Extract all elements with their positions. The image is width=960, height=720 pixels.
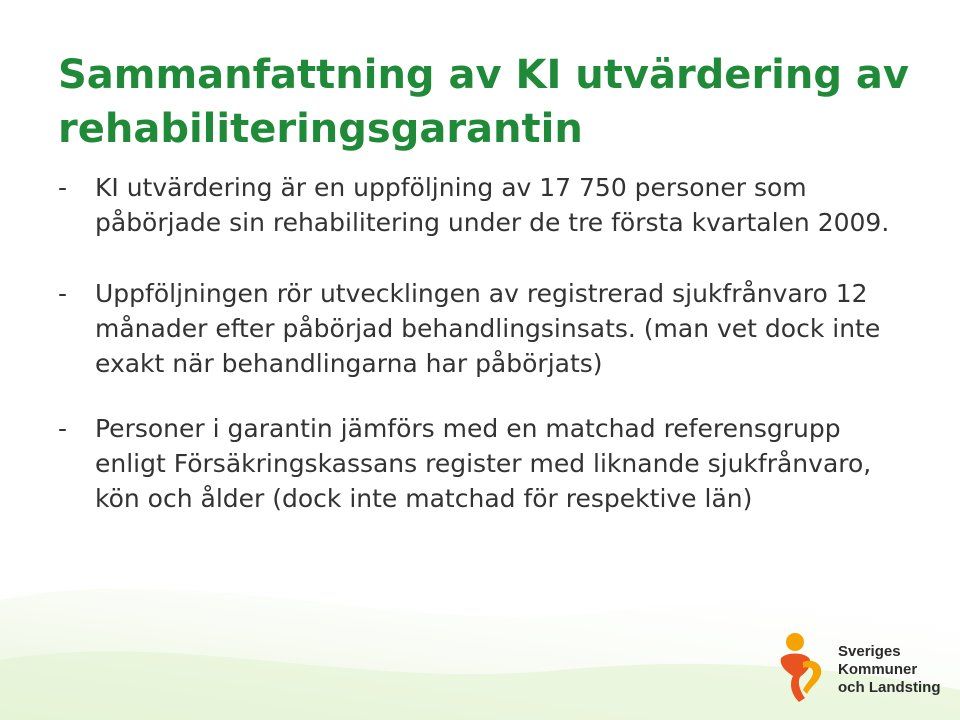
- bullet-marker: -: [58, 173, 68, 202]
- bullet-marker: -: [58, 414, 68, 443]
- bullet-item: [58, 170, 908, 240]
- bullet-text: Personer i garantin jämförs med en matchad referensgrupp enligt Försäkringskassans register med liknande sjukfrånvaro, kön och ålder (dock inte matchad för respektive län): [95, 414, 872, 513]
- bullet-text: KI utvärdering är en uppföljning av 17 750 personer som påbörjade sin rehabilitering under de tre första kvartalen 2009.: [95, 173, 890, 237]
- logo-text: [838, 643, 941, 697]
- bullet-item: [58, 411, 908, 516]
- bullet-text: Uppföljningen rör utvecklingen av registrerad sjukfrånvaro 12 månader efter påbörjad behandlingsinsats. (man vet dock inte exakt när behandlingarna har påbörjats): [95, 279, 881, 378]
- slide-title: Sammanfattning av KI utvärdering av rehabiliteringsgarantin: [58, 52, 909, 152]
- logo-line: Kommuner: [838, 661, 918, 678]
- bullet-list: [58, 170, 908, 516]
- logo-line: Sveriges: [838, 643, 901, 660]
- bullet-marker: -: [58, 279, 68, 308]
- bullet-item: [58, 276, 908, 381]
- logo-line: och Landsting: [838, 679, 941, 696]
